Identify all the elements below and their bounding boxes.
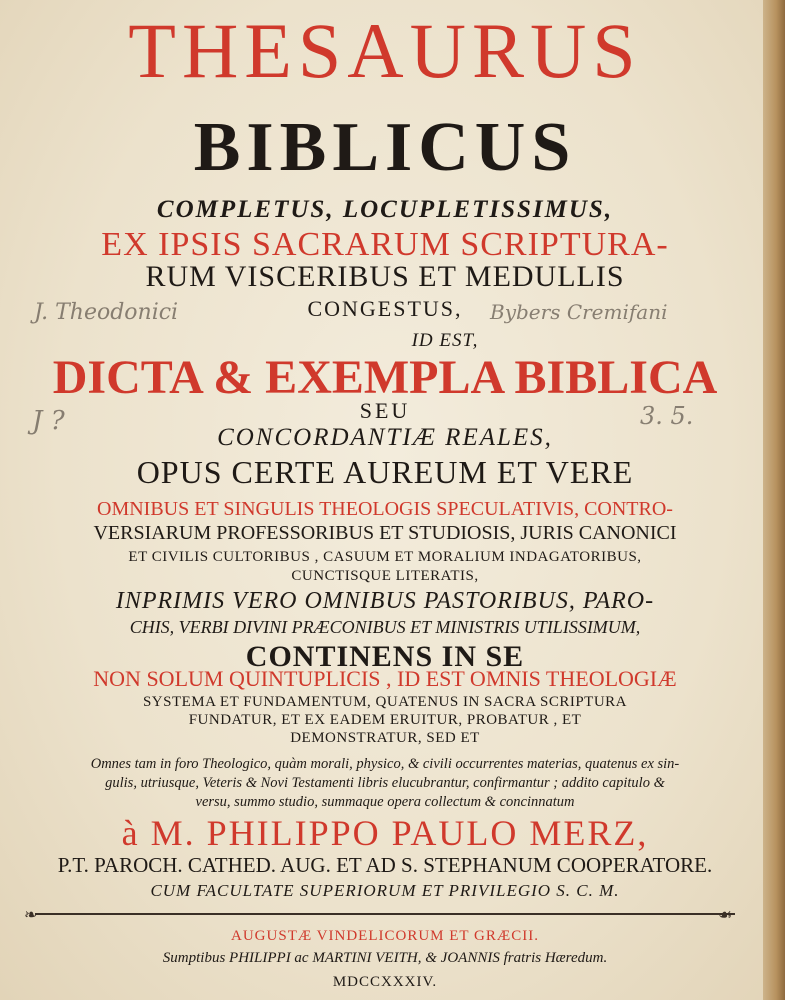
text-omnes-tam: Omnes tam in foro Theologico, quàm morali, physico, & civili occurrentes materias, quatenus ex sin-: [90, 756, 680, 772]
imprint-year: MDCCXXXIV.: [332, 974, 438, 990]
text-fundatur: FUNDATUR, ET EX EADEM ERUITUR, PROBATUR , ET: [188, 712, 582, 728]
text-demonstratur: DEMONSTRATUR, SED ET: [290, 730, 480, 746]
title-dicta-exempla: DICTA & EXEMPLA BIBLICA: [52, 351, 718, 404]
imprint-publishers: Sumptibus PHILIPPI ac MARTINI VEITH, & JOANNIS fratris Hæredum.: [162, 950, 608, 966]
text-continens: CONTINENS IN SE: [245, 640, 525, 673]
text-gulis: gulis, utriusque, Veteris & Novi Testamenti libris elucubrantur, confirmantur ; addito capitulo &: [105, 775, 665, 791]
text-chis: CHIS, VERBI DIVINI PRÆCONIBUS ET MINISTRIS UTILISSIMUM,: [129, 617, 641, 637]
rule-ornament-right-icon: ☙: [718, 907, 733, 924]
subtitle-id-est: ID EST,: [411, 330, 479, 351]
text-cunctisque: CUNCTISQUE LITERATIS,: [291, 568, 479, 584]
text-versiarum: VERSIARUM PROFESSORIBUS ET STUDIOSIS, JURIS CANONICI: [93, 522, 677, 544]
privilege-line: CUM FACULTATE SUPERIORUM ET PRIVILEGIO S. C. M.: [150, 881, 620, 900]
handwritten-shelfmark: 3. 5.: [640, 402, 694, 430]
subtitle-congestus: CONGESTUS,: [307, 296, 463, 321]
handwritten-inscription-left: J. Theodonici: [34, 300, 179, 325]
text-omnibus: OMNIBUS ET SINGULIS THEOLOGIS SPECULATIVIS, CONTRO-: [97, 498, 673, 520]
text-non-solum: NON SOLUM QUINTUPLICIS , ID EST OMNIS THEOLOGIÆ: [93, 666, 677, 691]
text-versu: versu, summo studio, summaque opera collectum & concinnatum: [195, 794, 575, 810]
title-line-thesaurus: THESAURUS: [128, 7, 642, 94]
ornamental-rule: [35, 913, 735, 915]
subtitle-visceribus: RUM VISCERIBUS ET MEDULLIS: [145, 260, 625, 293]
author-name: à M. PHILIPPO PAULO MERZ,: [121, 813, 649, 853]
subtitle-opus: OPUS CERTE AUREUM ET VERE: [136, 454, 634, 490]
imprint-place: AUGUSTÆ VINDELICORUM ET GRÆCII.: [231, 928, 539, 944]
subtitle-completus: COMPLETUS, LOCUPLETISSIMUS,: [156, 196, 614, 223]
title-line-biblicus: BIBLICUS: [193, 109, 577, 186]
handwritten-inscription-right: Bybers Cremifani: [490, 300, 668, 324]
rule-ornament-left-icon: ❧: [24, 907, 38, 924]
text-civilis: ET CIVILIS CULTORIBUS , CASUUM ET MORALIUM INDAGATORIBUS,: [128, 549, 642, 565]
text-systema: SYSTEMA ET FUNDAMENTUM, QUATENUS IN SACRA SCRIPTURA: [142, 694, 628, 710]
subtitle-seu: SEU: [359, 398, 411, 423]
author-title: P.T. PAROCH. CATHED. AUG. ET AD S. STEPHANUM COOPERATORE.: [57, 853, 713, 877]
text-inprimis: INPRIMIS VERO OMNIBUS PASTORIBUS, PARO-: [115, 588, 655, 614]
subtitle-concordantiae: CONCORDANTIÆ REALES,: [217, 424, 553, 451]
handwritten-mark-left: J ?: [32, 406, 65, 436]
subtitle-ex-ipsis: EX IPSIS SACRARUM SCRIPTURA-: [101, 226, 669, 263]
